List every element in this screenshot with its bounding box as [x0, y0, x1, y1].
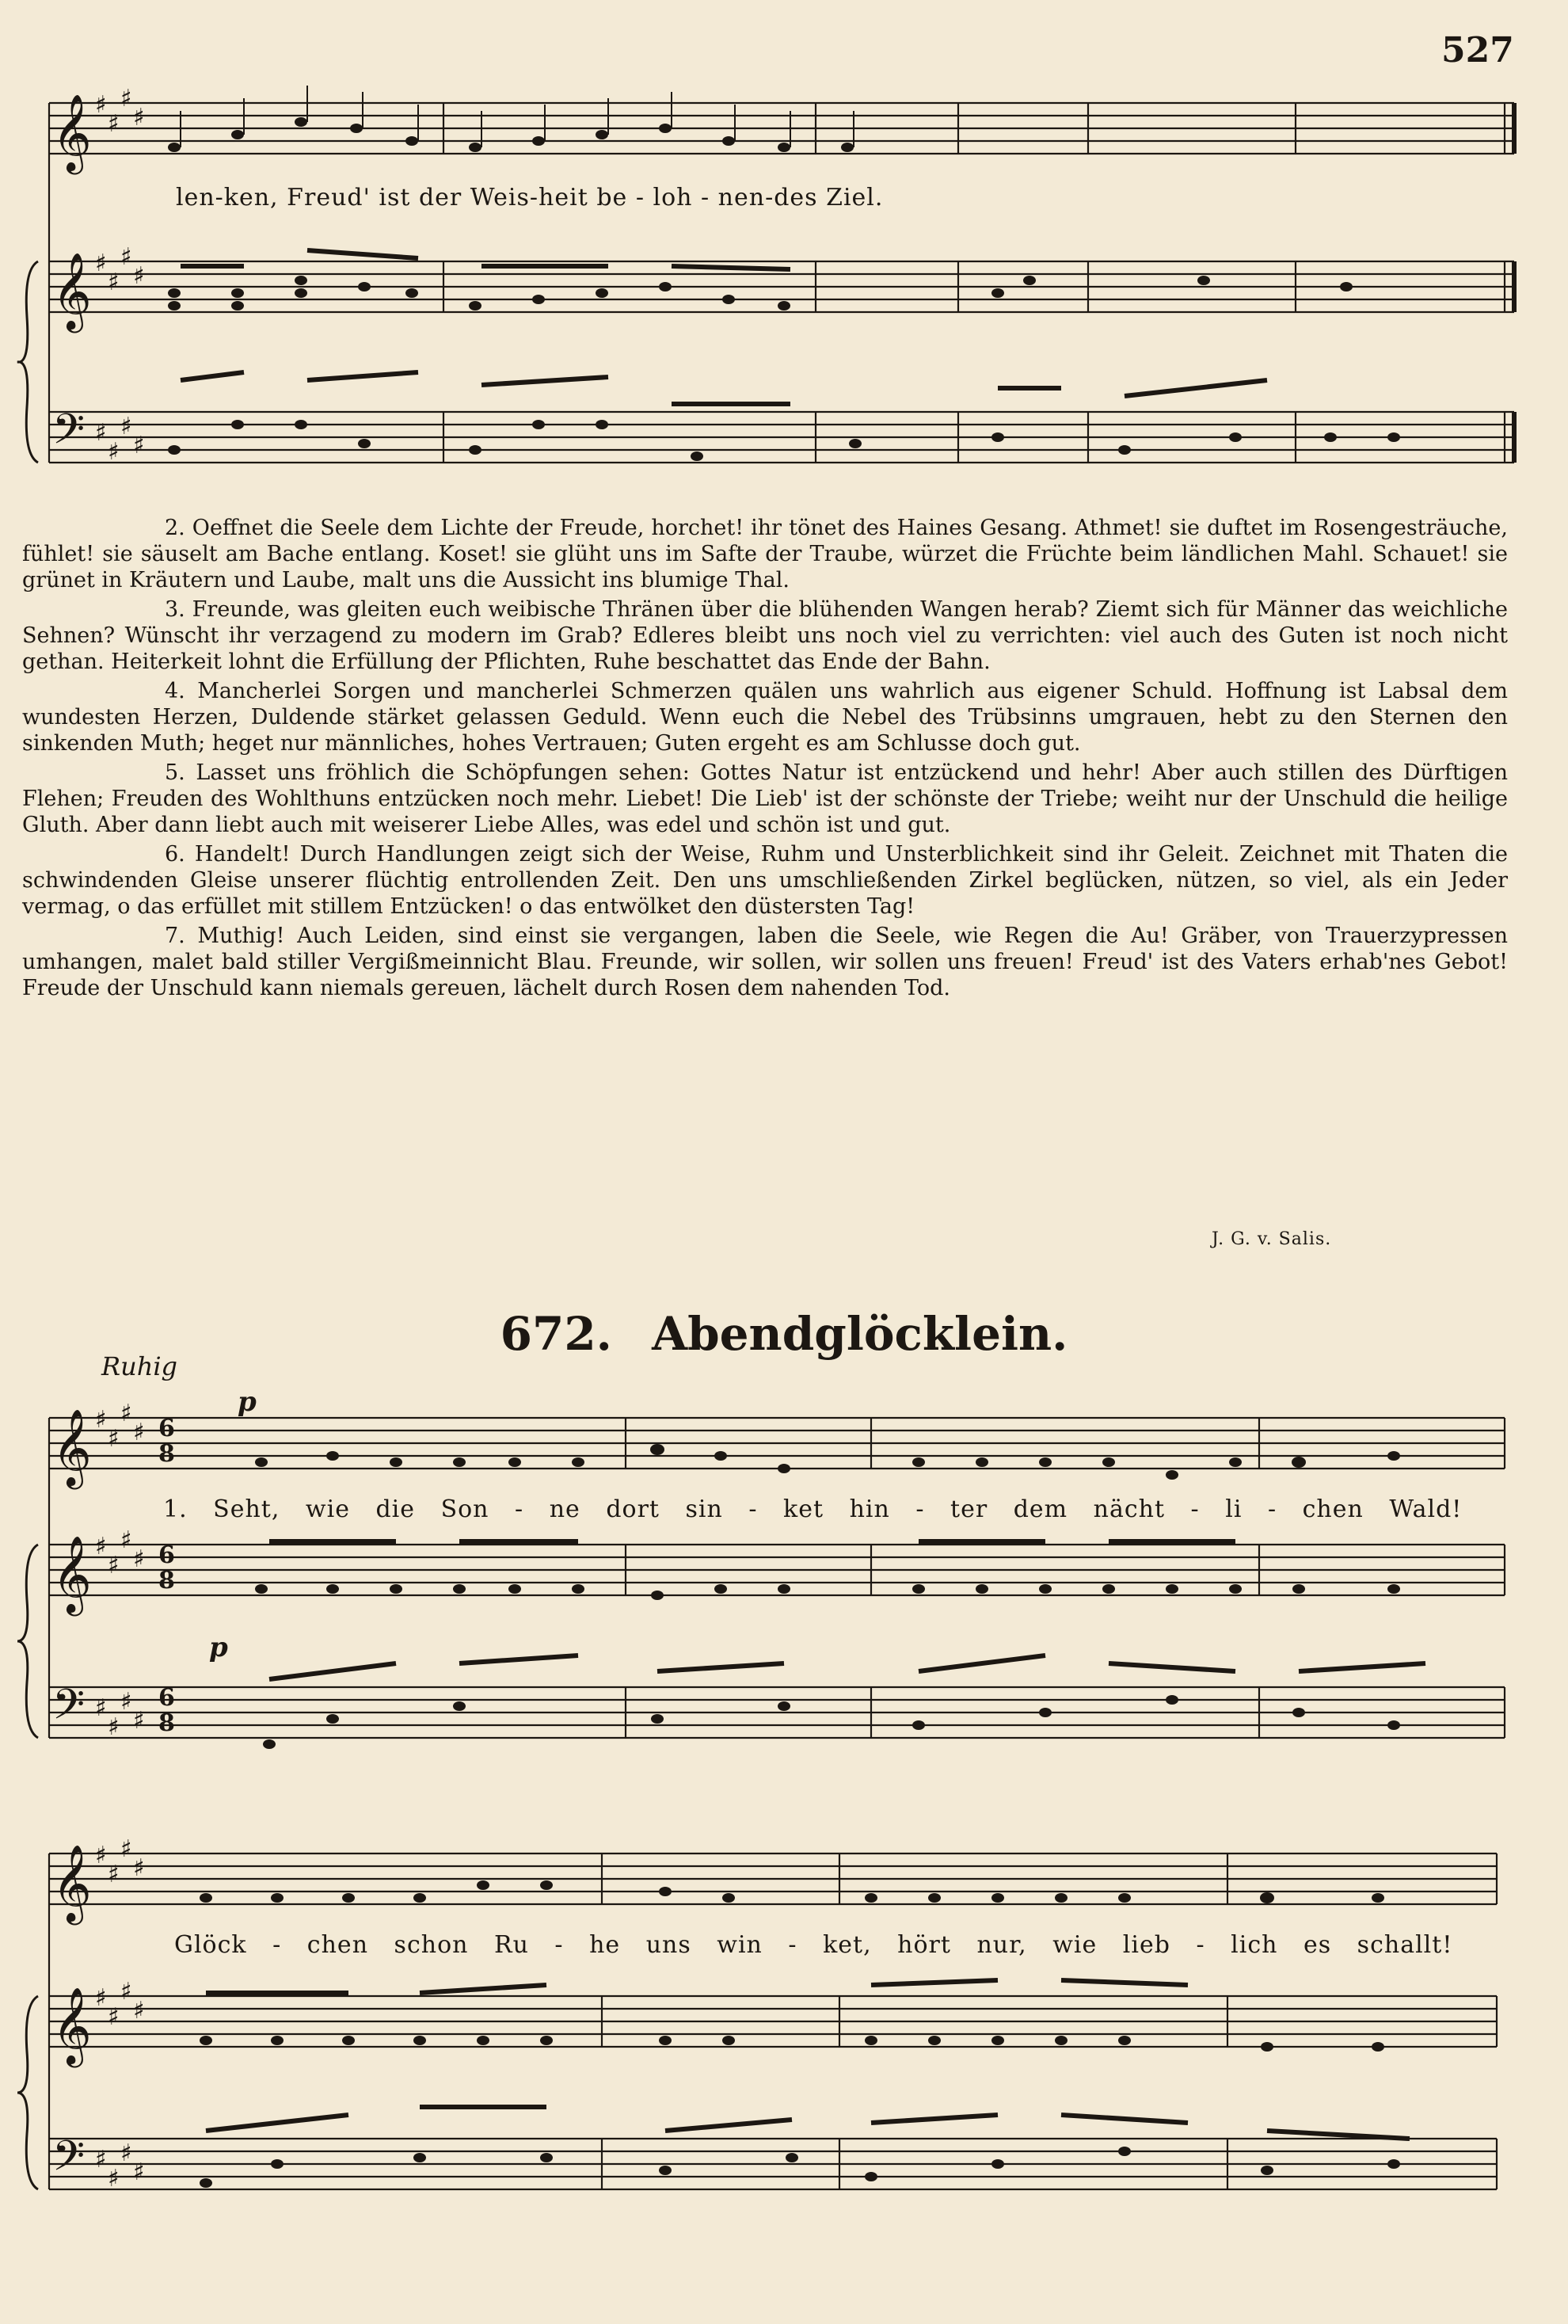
song-number: 672.	[500, 1307, 612, 1361]
verse-5: 5. Lasset uns fröhlich die Schöpfungen sehen: Gottes Natur ist entzückend und hehr! Aber auch stillen des Dürftigen Flehen; Freuden des Wohlthuns entzücken noch mehr. Liebet! Die Lieb' ist der schönste der Triebe; weiht nur der Unschuld die heilige Gluth. Aber dann liebt auch mit weiserer Liebe Alles, was edel und schön ist und gut.	[22, 760, 1508, 837]
time-signature-top: 6	[158, 1415, 175, 1442]
svg-text:♯: ♯	[120, 1526, 132, 1554]
dynamic-voice: p	[238, 1386, 257, 1418]
verse-block	[22, 515, 1508, 1004]
svg-text:♯: ♯	[95, 1406, 107, 1434]
lyric-fragment: len-ken,	[176, 184, 279, 211]
tempo-marking: Ruhig	[101, 1351, 178, 1381]
svg-text:♯: ♯	[133, 104, 145, 131]
svg-text:♯: ♯	[108, 1552, 120, 1579]
song-title	[0, 1307, 1568, 1361]
svg-text:♯: ♯	[95, 91, 107, 119]
verse-4: 4. Mancherlei Sorgen und mancherlei Schmerzen quälen uns wahrlich aus eigener Schuld. Hoffnung ist Labsal dem wundesten Herzen, Duldende stärket gelassen Geduld. Wenn euch die Nebel des Trübsinns umgrauen, hebt zu den Sternen den sinkenden Muth; heget nur männliches, hohes Vertrauen; Guten ergeht es am Schlusse doch gut.	[22, 679, 1508, 756]
svg-text:♯: ♯	[108, 438, 120, 466]
time-signature-top: 6	[158, 1684, 175, 1712]
time-signature-bottom: 8	[158, 1567, 175, 1594]
svg-text:𝄞: 𝄞	[52, 1408, 92, 1486]
verse-2: 2. Oeffnet die Seele dem Lichte der Freude, horchet! ihr tönet des Haines Gesang. Athmet! sie duftet im Rosengesträuche, fühlet! sie säuselt am Bache entlang. Koset! sie glüht uns im Safte der Traube, würzet die Früchte beim ländlichen Mahl. Schauet! sie grünet in Kräutern und Laube, malt uns die Aussicht ins blumige Thal.	[22, 516, 1508, 592]
svg-text:♯: ♯	[133, 262, 145, 290]
svg-text:♯: ♯	[95, 1694, 107, 1722]
song-lyric-line-1: 1. Seht, wie die Son - ne dort sin - ket hin - ter dem nächt - li - chen Wald!	[163, 1495, 1463, 1523]
svg-text:♯: ♯	[95, 2146, 107, 2174]
time-signature-top: 6	[158, 1541, 175, 1569]
time-signature-bass	[158, 1686, 175, 1736]
svg-text:♯: ♯	[95, 419, 107, 447]
svg-text:♯: ♯	[108, 2003, 120, 2031]
time-signature-bottom: 8	[158, 1440, 175, 1468]
svg-text:♯: ♯	[120, 1835, 132, 1863]
author-credit: J. G. v. Salis.	[1212, 1229, 1332, 1249]
svg-text:♯: ♯	[120, 1688, 132, 1716]
svg-text:♯: ♯	[120, 85, 132, 112]
svg-text:𝄞: 𝄞	[52, 1987, 92, 2064]
svg-text:♯: ♯	[95, 1984, 107, 2012]
svg-text:♯: ♯	[108, 269, 120, 296]
svg-text:♯: ♯	[95, 250, 107, 277]
svg-text:♯: ♯	[133, 1997, 145, 2025]
lyric-fragment: Freud' ist der Weis-heit be - loh - nen-des Ziel.	[287, 184, 884, 211]
svg-text:♯: ♯	[133, 1854, 145, 1882]
svg-text:𝄢: 𝄢	[52, 406, 86, 464]
time-signature-treble	[158, 1543, 175, 1594]
svg-text:♯: ♯	[95, 1533, 107, 1560]
svg-text:𝄞: 𝄞	[52, 93, 92, 171]
svg-text:𝄞: 𝄞	[52, 252, 92, 330]
svg-text:𝄢: 𝄢	[52, 1681, 86, 1739]
time-signature-bottom: 8	[158, 1709, 175, 1737]
verse-7: 7. Muthig! Auch Leiden, sind einst sie vergangen, laben die Seele, wie Regen die Au! Gräber, von Trauerzypressen umhangen, malet bald stiller Vergißmeinnicht Blau. Freunde, wir sollen, wir sollen uns freuen! Freud' ist des Vaters erhab'nes Gebot! Freude der Unschuld kann niemals gereuen, lächelt durch Rosen dem nahenden Tod.	[22, 924, 1508, 1000]
svg-text:♯: ♯	[133, 432, 145, 459]
svg-text:♯: ♯	[108, 1425, 120, 1453]
verse-6: 6. Handelt! Durch Handlungen zeigt sich der Weise, Ruhm und Unsterblichkeit sind ihr Geleit. Zeichnet mit Thaten die schwindenden Gleise unserer flüchtig entrollenden Zeit. Den uns umschließenden Zirkel beglücken, nützen, so viel, als ein Jeder vermag, o das erfüllet mit stillem Entzücken! o das entwölket den düstersten Tag!	[22, 842, 1508, 919]
svg-text:♯: ♯	[95, 1842, 107, 1869]
svg-text:♯: ♯	[133, 2158, 145, 2186]
song-lyric-line-2: Glöck - chen schon Ru - he uns win - ket, hört nur, wie lieb - lich es schallt!	[174, 1931, 1453, 1959]
svg-text:♯: ♯	[120, 1400, 132, 1427]
svg-text:♯: ♯	[133, 1707, 145, 1735]
svg-text:𝄢: 𝄢	[52, 2132, 86, 2191]
verse-3: 3. Freunde, was gleiten euch weibische Thränen über die blühenden Wangen herab? Ziemt sich für Männer das weichliche Sehnen? Wünscht ihr verzagend zu modern im Grab? Edleres bleibt uns noch viel zu verrichten: viel auch des Guten ist noch nicht gethan. Heiterkeit lohnt die Erfüllung der Pflichten, Ruhe beschattet das Ende der Bahn.	[22, 597, 1508, 674]
svg-text:♯: ♯	[120, 1978, 132, 2006]
svg-text:𝄞: 𝄞	[52, 1844, 92, 1922]
svg-text:♯: ♯	[108, 1861, 120, 1888]
svg-text:𝄞: 𝄞	[52, 1535, 92, 1613]
svg-text:♯: ♯	[108, 1713, 120, 1741]
svg-text:♯: ♯	[108, 110, 120, 138]
svg-text:♯: ♯	[120, 243, 132, 271]
svg-text:♯: ♯	[120, 2139, 132, 2167]
page-number: 527	[1441, 30, 1514, 70]
svg-text:♯: ♯	[133, 1419, 145, 1446]
top-lyric-line	[176, 184, 883, 211]
time-signature-voice	[158, 1416, 175, 1467]
dynamic-piano: p	[209, 1632, 228, 1663]
top-music-system	[0, 0, 1568, 507]
svg-text:♯: ♯	[133, 1545, 145, 1573]
song-name: Abendglöcklein.	[652, 1307, 1068, 1361]
svg-text:♯: ♯	[120, 413, 132, 440]
svg-text:♯: ♯	[108, 2165, 120, 2193]
